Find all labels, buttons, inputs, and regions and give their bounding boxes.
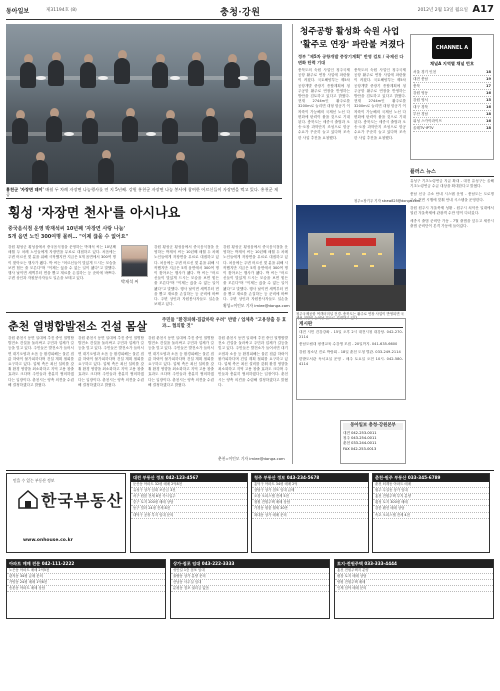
classified-ads bbox=[6, 470, 494, 684]
ad-column bbox=[130, 473, 248, 553]
event-list bbox=[299, 330, 403, 367]
plus-news-list bbox=[410, 179, 494, 230]
channel-item-number: 18 bbox=[485, 69, 491, 74]
contact-title: 동아일보 충청·강원본부 bbox=[343, 423, 403, 430]
ad-line: 인제 임야 매매 문의 bbox=[335, 586, 493, 592]
story3-byline: 청주=장기우 기자 straw825@donga.com bbox=[354, 199, 421, 203]
ad-line: 강릉 펜션 매매 상담 bbox=[373, 506, 489, 512]
story1-byline: 횡성=이인모 기자 imlee@donga.com bbox=[223, 303, 290, 308]
ad-line: 율량동 상가 분양 문의 bbox=[171, 574, 329, 580]
ad-column-header: 대전 부동산 정보 042-123-4567 bbox=[131, 474, 247, 482]
ad-column-header: 청주 부동산 정보 043-234-5678 bbox=[252, 474, 368, 482]
photo-caption-text: 매월 두 차례 자장면 나눔행사를 연 지 5년째. 강원 홍천군 자장면 나눔 봉사에 참여한 어르신들이 자장면을 먹고 있다. 홍천군 제공 bbox=[6, 187, 279, 198]
channel-item-number: 18 bbox=[485, 111, 491, 116]
event-board bbox=[296, 318, 406, 400]
airport-photo-caption: 청주국제공항 여객터미널 전경. 충북도는 활주로 연장 사업이 반영되면 국제선 취항이 늘어날 것으로 기대하고 있다. bbox=[296, 312, 404, 321]
plus-news-item: 세종시 출범 준비단 가동 - 7월 출범을 앞두고 세종시 출범 준비단이 본격 가동에 들어갔다. bbox=[410, 219, 494, 229]
masthead bbox=[6, 6, 494, 20]
story2-headline: 춘천 열병합발전소 건설 몸살 bbox=[8, 320, 147, 333]
contact-box bbox=[340, 420, 406, 464]
channel-item-number: 16 bbox=[485, 118, 491, 123]
ad-line: 청원 전원주택 매매 상담 bbox=[252, 500, 368, 506]
ad-line: 평창 토지 매매 상담 bbox=[335, 574, 493, 580]
channel-item bbox=[413, 97, 491, 104]
story2-body-col2: 강원 춘천시 동면 일대에 추진 중인 열병합발전소 건설을 둘러싸고 주민과 업체가 갈등을 빚고 있다. 주민들은 발전소가 들어서면 대기오염과 소음 등 환경피해는 물론 집값 하락이 불가피하다며 건설 계획 철회를 요구하고 있다. 업체 측은 최신 설비를 갖춰 환경 영향을 최소화하고 지역 고용 창출 효과도 크다며 주민들과 충분히 협의하겠다는 입장이다. 춘천시는 양측 의견을 수렴해 결정하겠다고 밝혔다. bbox=[78, 336, 144, 387]
story1-body-col3: 강원 횡성군 횡성읍에서 중국음식점을 운영하는 박재석 씨는 10년째 매월 두 차례 노인들에게 자장면을 무료로 대접하고 있다. 처음에는 주변 어르신 몇 분을 위해 시작했지만 지금은 5개 읍면에서 300여 명이 찾아오는 행사가 됐다. 박 씨는 "어르신들이 맛있게 드시는 모습을 보면 힘든 줄 모른다"며 "이제는 끊을 수 없는 일이 됐다"고 말했다. 행사 날이면 새벽부터 면을 뽑고 재료를 손질하는 등 준비에 바쁘다. 주변 상인과 자원봉사자들도 일손을 bbox=[223, 245, 288, 301]
brand-ad-tagline: 믿을 수 있는 부동산 정보 bbox=[13, 478, 55, 483]
ad-line: 흥덕구 아파트 34평 매매 2억 bbox=[252, 482, 368, 488]
story1-headline: 횡성 '자장면 천사'를 아시나요 bbox=[8, 206, 181, 221]
story2-subheadline: 주민들 "환경피해·집값하락 우려" 반발 / 업체측 "고용창출 등 효과… 협의할 것" bbox=[162, 318, 287, 329]
person-caption: 박재석 씨 bbox=[121, 279, 139, 284]
ad-line: 상당구 상가 점포 임대 급매 bbox=[252, 488, 368, 494]
contact-line: 춘천 033-244-0011 bbox=[343, 441, 377, 446]
channel-box-title: 채널A 지역별 채널 번호 bbox=[429, 61, 475, 66]
ad-line: 복대동 상가 매매 문의 bbox=[252, 513, 368, 519]
channel-item bbox=[413, 118, 491, 125]
channel-item bbox=[413, 69, 491, 76]
ad-column-header: 토지·전원주택 033-333-4444 bbox=[335, 560, 493, 568]
story2-body-col4: 강원 춘천시 동면 일대에 추진 중인 열병합발전소 건설을 둘러싸고 주민과 업체가 갈등을 빚고 있다. 주민들은 발전소가 들어서면 대기오염과 소음 등 환경피해는 물론 집값 하락이 불가피하다며 건설 계획 철회를 요구하고 있다. 업체 측은 최신 설비를 갖춰 환경 영향을 최소화하고 지역 고용 창출 효과도 크다며 주민들과 충분히 협의하겠다는 입장이다. 춘천시는 양측 의견을 수렴해 결정하겠다고 밝혔다. bbox=[218, 336, 288, 387]
channel-item bbox=[413, 83, 491, 90]
brand-ad-url: www.onhouse.co.kr bbox=[23, 538, 73, 543]
channel-item bbox=[413, 111, 491, 118]
person-photo bbox=[121, 245, 148, 277]
story1-subheadline-1: 중국음식점 운영 박재석씨 10년째 '자장면 사랑 나눔' bbox=[8, 226, 126, 232]
plus-news-title: 플러스 뉴스 bbox=[410, 168, 494, 177]
issue-date: 2012년 2월 13일 월요일 bbox=[417, 8, 468, 13]
story3-headline-line2: '활주로 연장' 파란불 켜졌다 bbox=[300, 40, 405, 51]
ad-line: 속초 오피스텔 전세 4천 bbox=[373, 513, 489, 519]
brand-ad bbox=[6, 473, 126, 553]
story2-body-col3: 강원 춘천시 동면 일대에 추진 중인 열병합발전소 건설을 둘러싸고 주민과 업체가 갈등을 빚고 있다. 주민들은 발전소가 들어서면 대기오염과 소음 등 환경피해는 물론 집값 하락이 불가피하다며 건설 계획 철회를 요구하고 있다. 업체 측은 최신 설비를 갖춰 환경 영향을 최소화하고 지역 고용 창출 효과도 크다며 주민들과 충분히 협의하겠다는 입장이다. 춘천시는 양측 의견을 수렴해 결정하겠다고 밝혔다. bbox=[148, 336, 214, 387]
ad-line: 산남동 사무실 임대 bbox=[171, 580, 329, 586]
plus-news-box bbox=[410, 168, 494, 392]
plus-news-item: 유성구 기초노령연금 지급 확대 - 대전 유성구는 올해 기초노령연금 수급 대상을 확대한다고 밝혔다. bbox=[410, 179, 494, 189]
channel-item-number: 17 bbox=[485, 83, 491, 88]
ad-line: 가양동 24평 매매 1억6천 bbox=[7, 580, 165, 586]
ad-line: 홍천 전원주택 부지 분양 bbox=[373, 494, 489, 500]
story1-subheadline-2: 5개 읍면 노인 300여명 몰려… "이제 끊을 수 없어요" bbox=[8, 234, 129, 240]
ad-line: 중구 토지 200평 매매 상담 bbox=[131, 500, 247, 506]
channel-item-number: 18 bbox=[485, 125, 491, 130]
channel-item-label: 충북 bbox=[413, 83, 420, 88]
channel-item-number: 16 bbox=[485, 90, 491, 95]
channel-item-label: 대전 충남 bbox=[413, 76, 429, 81]
contact-line: 대전 042-253-0011 bbox=[343, 430, 377, 435]
channel-item-label: 올레TV·IPTV bbox=[413, 125, 434, 130]
channel-item-label: 강원 영서 bbox=[413, 97, 429, 102]
ad-column-header: 아파트 매매 전문 042-111-2222 bbox=[7, 560, 165, 568]
ad-line: 서구 원룸 전세 6천 즉시입주 bbox=[131, 494, 247, 500]
channel-box bbox=[410, 34, 494, 160]
ad-column bbox=[372, 473, 490, 553]
contact-lines bbox=[343, 431, 403, 453]
channel-item bbox=[413, 76, 491, 83]
contact-line: 청주 043-254-0011 bbox=[343, 436, 377, 440]
brand-ad-name: 한국부동산 bbox=[41, 491, 124, 510]
channel-item-number: 15 bbox=[485, 97, 491, 102]
ad-line: 춘천 퇴계동 아파트 매매 bbox=[373, 482, 489, 488]
ad-column bbox=[170, 559, 330, 619]
channel-item-label: 대구 경북 bbox=[413, 104, 429, 109]
contact-line: FAX 042-253-0013 bbox=[343, 446, 377, 451]
ad-line: 노은동 아파트 매매 2억5천 bbox=[7, 568, 165, 574]
story2-body-col1: 강원 춘천시 동면 일대에 추진 중인 열병합발전소 건설을 둘러싸고 주민과 업체가 갈등을 빚고 있다. 주민들은 발전소가 들어서면 대기오염과 소음 등 환경피해는 물론 집값 하락이 불가피하다며 건설 계획 철회를 요구하고 있다. 업체 측은 최신 설비를 갖춰 환경 영향을 최소화하고 지역 고용 창출 효과도 크다며 주민들과 충분히 협의하겠다는 입장이다. 춘천시는 양측 의견을 수렴해 결정하겠다고 밝혔다. bbox=[8, 336, 74, 387]
plus-news-item: 강원 원주시 겨울축제 성황 - 원주시 치악산 일대에서 열린 겨울축제에 관광객 수만 명이 다녀갔다. bbox=[410, 205, 494, 216]
event-item: 충남도립대 평생교육 수강생 모집 - 20일까지. 041-635-6600 bbox=[299, 342, 398, 347]
ad-line: 분평동 점포 권리금 없음 bbox=[171, 586, 329, 592]
event-item: 한밭도서관 독서교실 운영 - 매주 토요일 오전 10시. 042-580-4114 bbox=[299, 356, 403, 367]
story3-body-col1: 충북도의 숙원 사업인 청주국제공항 활주로 연장 사업에 파란불이 켜졌다. 국토해양부는 제5차 공항개발 중장기 종합계획에 청주공항 활주로 연장을 반영하는 방안을 검토하고 있다고 밝혔다. 현재 2744m인 활주로를 3200m로 늘리면 대형 항공기 이착륙이 가능해져 국제선 노선 다변화에 탄력이 붙을 것으로 기대된다. 충북도는 세종시 출범과 오송·오창 과학단지 조성으로 항공 수요가 꾸준히 늘고 있다며 조속한 사업 추진을 요청했다. bbox=[298, 68, 350, 140]
event-board-title: 게시판 bbox=[299, 321, 403, 328]
channel-item bbox=[413, 90, 491, 97]
event-item: 강원 청소년 진로 박람회 - 18일 춘천 도청 별관. 033-249-2114 bbox=[299, 349, 401, 354]
event-item: 대전 시민 건강강좌 - 15일 오후 2시 대전시청 대강당. 042-270-2114 bbox=[299, 330, 403, 340]
story3-headline-line1: 청주공항 활성화 숙원 사업 bbox=[300, 27, 400, 37]
ad-line: 홍천 전원주택지 분양 bbox=[335, 568, 493, 574]
plus-news-item: 충남 신규 주소 안내 시스템 운영 - 충남도는 도로명 주소 전면 시행에 맞춰 안내 시스템을 운영한다. bbox=[410, 192, 494, 202]
ad-line: 횡성 토지 300평 매매 bbox=[373, 500, 489, 506]
channel-list bbox=[413, 69, 491, 132]
story3-subheadline: 정부 "제5차 공항개발 중장기계획" 반영 검토 / 국제선 다변화 탄력 기대 bbox=[298, 54, 404, 65]
ad-line: 성안길 1층 점포 임대 bbox=[171, 568, 329, 574]
channel-item-label: 위성 스카이라이프 bbox=[413, 118, 442, 123]
issue-number: 제31194호 (8) bbox=[46, 8, 77, 13]
channel-logo: CHANNEL A bbox=[432, 37, 472, 59]
ad-line: 둔산동 아파트 32평 매매 2억8천 bbox=[131, 482, 247, 488]
ad-line: 오창 오피스텔 전세 5천 bbox=[252, 494, 368, 500]
ad-line: 관저동 34평 급매 문의 bbox=[7, 574, 165, 580]
divider bbox=[6, 312, 288, 313]
channel-item bbox=[413, 104, 491, 111]
channel-item-label: 강원 영동 bbox=[413, 90, 429, 95]
ad-column-header: 춘천·원주 부동산 033-345-6789 bbox=[373, 474, 489, 482]
ad-line: 송촌동 아파트 매매 상담 bbox=[7, 586, 165, 592]
photo-caption-label: 홍천군 '자장면 데이' bbox=[6, 187, 44, 192]
story2-byline: 춘천=이인모 기자 imlee@donga.com bbox=[218, 456, 285, 461]
ad-column bbox=[334, 559, 494, 619]
section-title: 충청·강원 bbox=[220, 8, 261, 18]
story1-body-col1: 강원 횡성군 횡성읍에서 중국음식점을 운영하는 박재석 씨는 10년째 매월 두 차례 노인들에게 자장면을 무료로 대접하고 있다. 처음에는 주변 어르신 몇 분을 위해 시작했지만 지금은 5개 읍면에서 300여 명이 찾아오는 행사가 됐다. 박 씨는 "어르신들이 맛있게 드시는 모습을 보면 힘든 줄 모른다"며 "이제는 끊을 수 없는 일이 됐다"고 말했다. 행사 날이면 새벽부터 면을 뽑고 재료를 손질하는 등 준비에 바쁘다. 주변 상인과 자원봉사자들도 일손을 보태고 있다. bbox=[8, 245, 116, 281]
ad-line: 유성구 상가 임대 보증금 3천 bbox=[131, 488, 247, 494]
divider bbox=[6, 198, 282, 199]
channel-item-label: 부산 경남 bbox=[413, 111, 429, 116]
ad-column-header: 상가·점포 임대 043-222-3333 bbox=[171, 560, 329, 568]
column-divider bbox=[292, 24, 293, 464]
channel-item-number: 16 bbox=[485, 104, 491, 109]
channel-item-number: 19 bbox=[485, 76, 491, 81]
lunch-photo bbox=[6, 24, 282, 184]
page-number: A17 bbox=[472, 4, 494, 15]
ad-line: 가경동 원룸 월세 30만 bbox=[252, 506, 368, 512]
ad-line: 대덕구 공장 부지 임대 문의 bbox=[131, 513, 247, 519]
house-icon bbox=[17, 488, 39, 510]
channel-item-label: 서울 경기 인천 bbox=[413, 69, 437, 74]
ad-line: 동구 빌라 24평 전세 8천 bbox=[131, 506, 247, 512]
ad-column bbox=[251, 473, 369, 553]
ad-column bbox=[6, 559, 166, 619]
channel-item bbox=[413, 125, 491, 132]
story3-body-col2: 충북도의 숙원 사업인 청주국제공항 활주로 연장 사업에 파란불이 켜졌다. 국토해양부는 제5차 공항개발 중장기 종합계획에 청주공항 활주로 연장을 반영하는 방안을 검토하고 있다고 밝혔다. 현재 2744m인 활주로를 3200m로 늘리면 대형 항공기 이착륙이 가능해져 국제선 노선 다변화에 탄력이 붙을 것으로 기대된다. 충북도는 세종시 출범과 오송·오창 과학단지 조성으로 항공 수요가 꾸준히 늘고 있다며 조속한 사업 추진을 요청했다. bbox=[354, 68, 406, 140]
airport-photo bbox=[296, 205, 406, 311]
ad-line: 원주 무실동 상가 임대 bbox=[373, 488, 489, 494]
story1-body-col2: 강원 횡성군 횡성읍에서 중국음식점을 운영하는 박재석 씨는 10년째 매월 두 차례 노인들에게 자장면을 무료로 대접하고 있다. 처음에는 주변 어르신 몇 분을 위해 시작했지만 지금은 5개 읍면에서 300여 명이 찾아오는 행사가 됐다. 박 씨는 "어르신들이 맛있게 드시는 모습을 보면 힘든 줄 모른다"며 "이제는 끊을 수 없는 일이 됐다"고 말했다. 행사 날이면 새벽부터 면을 뽑고 재료를 손질하는 등 준비에 바쁘다. 주변 상인과 자원봉사자들도 일손을 보태고 있다. bbox=[154, 245, 219, 307]
ad-line: 양평 전원주택 매매 bbox=[335, 580, 493, 586]
newspaper-logo: 동아일보 bbox=[6, 8, 30, 15]
photo-caption bbox=[6, 187, 282, 198]
